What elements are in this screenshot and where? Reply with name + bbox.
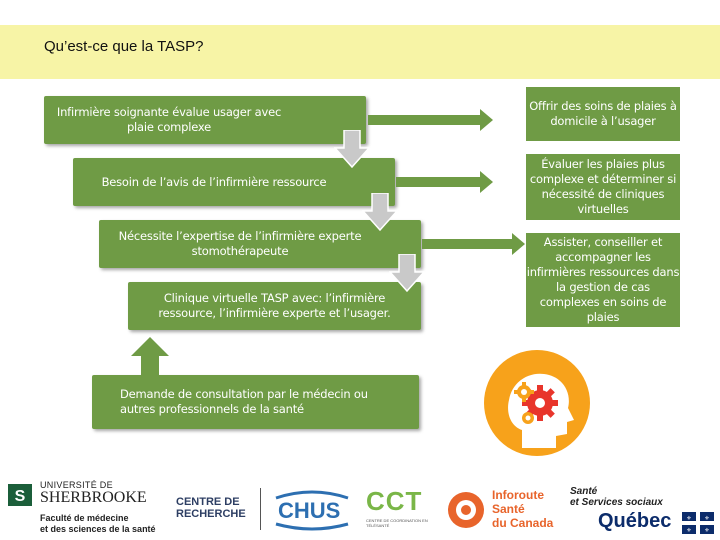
flow-step-1-text: Infirmière soignante évalue usager avec plaie complexe — [56, 105, 282, 134]
down-arrow-1 — [334, 130, 370, 168]
inforoute-2: Santé — [492, 502, 525, 516]
svg-text:⚜: ⚜ — [704, 515, 710, 522]
right-arrow-3 — [422, 232, 526, 256]
sherbrooke-sub2: et des sciences de la santé — [40, 524, 156, 534]
down-arrow-3 — [389, 254, 425, 292]
flow-step-1 — [44, 96, 366, 144]
chus-logo — [272, 488, 352, 532]
flow-step-2-text: Besoin de l’avis de l’infirmière ressource — [101, 174, 327, 189]
page-title: Qu’est-ce que la TASP? — [44, 38, 204, 55]
sherbrooke-line1: UNIVERSITÉ DE — [40, 480, 113, 490]
centre-recherche-logo — [176, 496, 256, 526]
flow-step-5-text: Demande de consultation par le médecin ou autres professionnels de la santé — [120, 387, 368, 416]
inforoute-leaf-icon — [446, 490, 486, 530]
centre-line1: CENTRE DE — [176, 496, 240, 508]
outcome-2 — [526, 154, 680, 220]
inforoute-3: du Canada — [492, 516, 554, 530]
centre-line2: RECHERCHE — [176, 508, 246, 520]
chus-text: CHUS — [278, 498, 341, 523]
flow-step-4 — [128, 282, 421, 330]
outcome-3 — [526, 233, 680, 327]
outcome-2-text: Évaluer les plaies plus complexe et déterminer si nécessité de cliniques virtuelles — [529, 157, 677, 216]
logo-divider — [260, 488, 261, 530]
sherbrooke-s-icon — [8, 484, 32, 506]
cct-logo — [366, 486, 436, 536]
quebec-3: Québec — [598, 510, 672, 532]
flow-step-4-text: Clinique virtuelle TASP avec: l’infirmière ressource, l’infirmière experte et l’usager. — [158, 291, 391, 320]
cct-text: CCT — [366, 486, 423, 516]
svg-text:⚜: ⚜ — [704, 527, 710, 534]
head-gears-icon — [482, 348, 592, 458]
down-arrow-2 — [362, 193, 398, 231]
outcome-1-text: Offrir des soins de plaies à domicile à l’usager — [529, 99, 677, 128]
outcome-3-text: Assister, conseiller et accompagner les infirmières ressources dans la gestion de cas complexes en soins de plaies — [526, 235, 680, 324]
quebec-flag-icon — [682, 512, 714, 534]
sherbrooke-sub1: Faculté de médecine — [40, 513, 129, 523]
right-arrow-2 — [396, 170, 494, 194]
inforoute-1: Inforoute — [492, 488, 544, 502]
flow-step-3-text: Nécessite l’expertise de l’infirmière experte stomothérapeute — [118, 229, 362, 258]
cct-sub: CENTRE DE COORDINATION EN TÉLÉSANTÉ — [366, 518, 428, 528]
svg-text:S: S — [14, 488, 26, 505]
outcome-1 — [526, 87, 680, 141]
inforoute-logo — [446, 488, 556, 534]
quebec-1: Santé — [570, 486, 598, 497]
svg-text:⚜: ⚜ — [686, 527, 692, 534]
up-arrow — [130, 336, 170, 376]
quebec-logo — [568, 486, 718, 536]
sherbrooke-logo — [8, 480, 168, 538]
right-arrow-1 — [368, 108, 494, 132]
flow-step-5 — [92, 375, 419, 429]
sherbrooke-line2: SHERBROOKE — [40, 489, 147, 506]
svg-text:⚜: ⚜ — [686, 515, 692, 522]
quebec-2: et Services sociaux — [570, 497, 663, 508]
logos-row — [0, 462, 720, 540]
